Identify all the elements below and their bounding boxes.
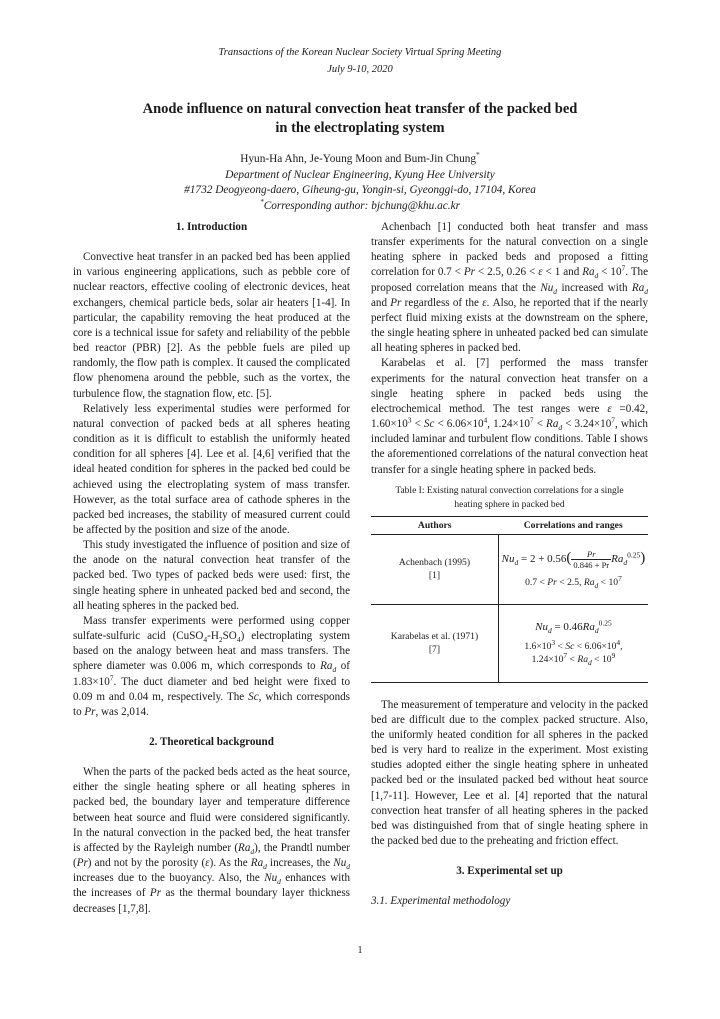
measurement-paragraph: The measurement of temperature and velocity in the packed bed are difficult due to the complex packed structure. Also, the uniformly heated condition for all spheres in the packed bed is very hard to realize in the experiment. Most existing studies adopted either the single heating sphere in unheated packed bed or the insulated packed bed without heat source [1,7-11]. However, Lee et al. [4] reported that the natural convection heat transfer of all heating spheres in the packed bed was distinguished from that of single heating sphere in the packed bed due to the preheating and friction effect. xyxy=(371,698,648,848)
table-caption: Table I: Existing natural convection correlations for a single heating sphere in packed bed xyxy=(395,485,624,510)
corresponding-author: *Corresponding author: bjchung@khu.ac.kr xyxy=(259,196,461,212)
author-names: Hyun-Ha Ahn, Je-Young Moon and Bum-Jin Chung* xyxy=(240,150,480,165)
running-header xyxy=(0,44,720,78)
karabelas-range-ra: $1.24\times 10^7 < Ra_d < 10^9$ xyxy=(531,650,616,667)
section-introduction-heading: 1. Introduction xyxy=(175,221,248,233)
author-department: Department of Nuclear Engineering, Kyung Hee University xyxy=(225,168,495,181)
author-address: #1732 Deogyeong-daero, Giheung-gu, Yongin-si, Gyeonggi-do, 17104, Korea xyxy=(184,184,536,196)
karabelas-paragraph: Karabelas et al. [7] performed the mass transfer experiments for the natural convection heat transfer on a single heating sphere in packed beds using the electrochemical method. The test ranges were ε =0.42, $1.60\times 10^3 < Sc < 6.06\times 10^4$, $1.24\times 10^7 < Ra_d < 3.24\times 10^7$, which included laminar and turbulent flow conditions. Table I shows the aforementioned correlations of the natural convection heat transfer for a single heating sphere in packed beds. xyxy=(371,357,648,476)
table-row xyxy=(371,534,648,604)
theory-paragraph: When the parts of the packed beds acted as the heat source, either the single heating sphere or all heating spheres in packed bed, the boundary layer and temperature difference between heat source and fluid were considered significantly. In the natural convection in the packed bed, the heat transfer is affected by the Rayleigh number $(Ra_d)$, the Prandtl number (Pr) and not by the porosity (ε). As the $Ra_d$ increases, the $Nu_d$ increases due to the buoyancy. Also, the $Nu_d$ enhances with the increases of Pr as the thermal boundary layer thickness decreases [1,7,8]. xyxy=(73,766,350,915)
subsection-methodology-heading: 3.1. Experimental methodology xyxy=(371,895,511,908)
intro-paragraph-1: Convective heat transfer in an packed bed has been applied in various engineering applications, such as pebble core of nuclear reactors, effective cooling of electronic devices, heat exchangers, chemical particle beds, solar air heaters [1-4]. In particular, the capability removing the heat produced at the core is a technical issue for safety and reliability of the pebble bed reactor (PBR) [2]. As the pebble fuels are piled up randomly, the flow path is complex. It caused the complicated flow phenomena around the pebble, such as the vortex, the turbulence flow, the stagnation flow, etc. [5]. xyxy=(73,251,350,400)
table-cell-author: Achenbach (1995) [1] xyxy=(371,534,498,604)
table-header-row xyxy=(371,516,648,534)
correlation-table xyxy=(371,516,648,683)
intro-paragraph-3: This study investigated the influence of position and size of the anode on the natural convection heat transfer of the packed bed. Two types of packed beds were used: first, the single heating sphere in unheated packed bed and second, the all heating spheres in the packed bed. xyxy=(73,539,350,612)
title-line-1: Anode influence on natural convection heat transfer of the packed bed xyxy=(142,101,578,117)
right-column xyxy=(371,220,648,910)
page-number: 1 xyxy=(357,945,363,956)
table-cell-correlation xyxy=(498,534,648,604)
paper-title xyxy=(60,100,660,138)
corresponding-email: : bjchung@khu.ac.kr xyxy=(364,199,461,212)
header-date: July 9-10, 2020 xyxy=(327,64,393,75)
intro-paragraph-4: Mass transfer experiments were performed using copper sulfate-sulfuric acid $(CuSO_4-H_2SO_4)$ electroplating system based on the analogy between heat and mass transfers. The sphere diameter was 0.006 m, which corresponds to $Ra_d$ of $1.83\times 10^7$. The duct diameter and bed height were fixed to 0.09 m and 0.04 m, respectively. The Sc, which corresponds to Pr, was 2,014. xyxy=(73,614,351,718)
header-conference: Transactions of the Korean Nuclear Society Virtual Spring Meeting xyxy=(218,47,502,58)
author-block xyxy=(60,152,660,214)
achenbach-range: 0.7 < Pr < 2.5, $Ra_d < 10^7$ xyxy=(525,573,622,591)
karabelas-equation: $Nu_d = 0.46Ra_d^{0.25}$ xyxy=(535,618,612,635)
section-theory-heading: 2. Theoretical background xyxy=(149,736,274,748)
section-experimental-heading: 3. Experimental set up xyxy=(456,865,563,878)
table-row xyxy=(371,604,648,682)
table-header-authors: Authors xyxy=(371,516,498,534)
intro-paragraph-2: Relatively less experimental studies were performed for natural convection of packed beds at all spheres heating condition as it is difficult to establish the uniformly heated condition for all spheres [4]. Lee et al. [4,6] verified that the ideal heated condition for spheres in the packed bed could be achieved using the electroplating system of mass transfer. However, as the total surface area of cathode spheres in the packed bed increases, the stability of measured current could be affected by the position and size of the anode. xyxy=(73,402,350,536)
author-mark: * xyxy=(476,150,480,160)
achenbach-equation: $Nu_d = 2 + 0.56$( $\frac{Pr}{0.846 + Pr}$ $Ra_d^{0.25}$) xyxy=(501,549,646,571)
title-line-2: in the electroplating system xyxy=(275,120,445,136)
achenbach-paragraph: Achenbach [1] conducted both heat transfer and mass transfer experiments for the natural convection on a single heating sphere in packed beds and proposed a fitting correlation for 0.7 < Pr < 2.5, 0.26 < ε < 1 and $Ra_d < 10^7$. The proposed correlation means that the $Nu_d$ increased with $Ra_d$ and Pr regardless of the ε. Also, he reported that if the nearly perfect fluid mixing exists at the downstream on the sphere, the single heating sphere in unheated packed bed can simulate all heating spheres in packed bed. xyxy=(371,221,649,355)
table-cell-correlation xyxy=(498,604,648,682)
karabelas-range-sc: $1.6\times 10^3 < Sc < 6.06\times 10^4$, xyxy=(524,637,623,652)
table-cell-author: Karabelas et al. (1971) [7] xyxy=(371,604,498,682)
table-header-correlations: Correlations and ranges xyxy=(498,516,648,534)
left-column xyxy=(73,220,350,917)
